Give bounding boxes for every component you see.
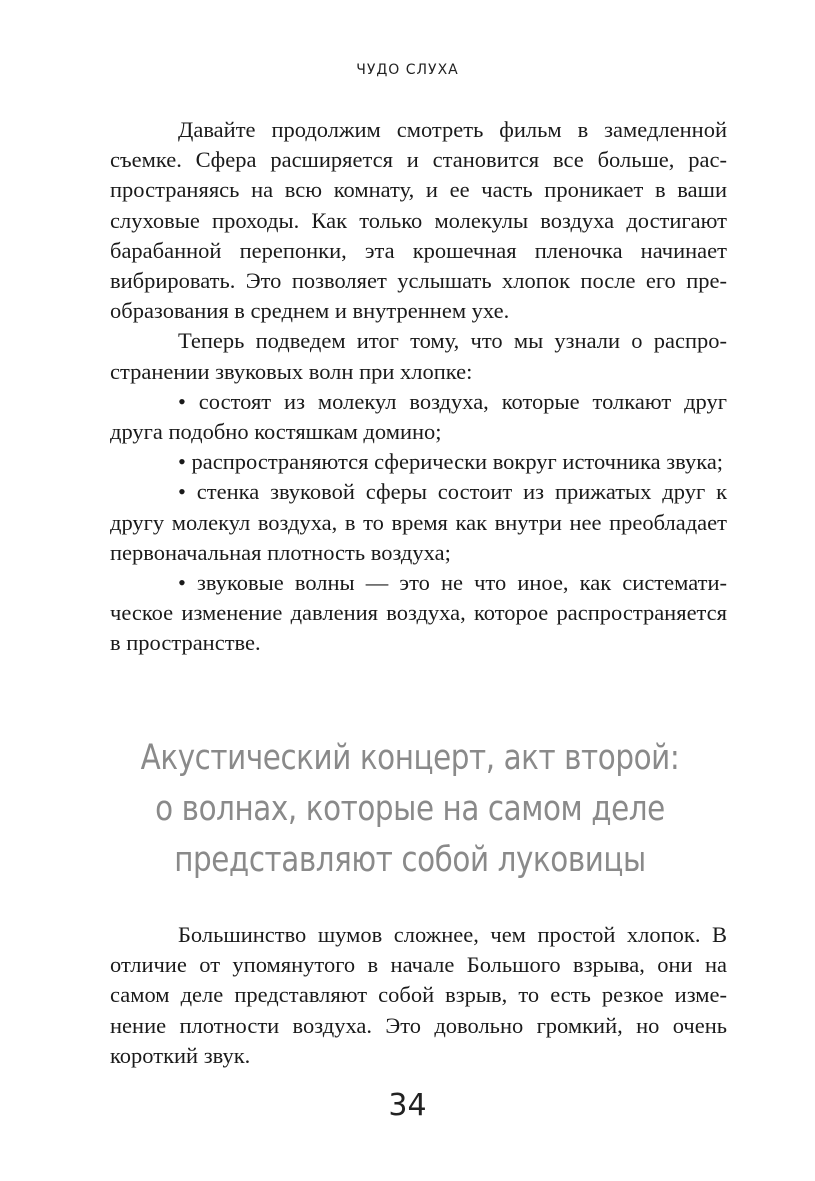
section-heading — [133, 733, 687, 886]
bullet-item: • стенка звуковой сферы состоит из прижатых друг к другу молекул воздуха, в то время как внутри нее преобладает первоначальная плотность воздуха; — [110, 479, 727, 565]
running-head: ЧУДО СЛУХА — [356, 62, 459, 78]
paragraph: Давайте продолжим смотреть фильм в замедленной съемке. Сфера расширяется и становится все больше, распространяясь на всю комнату, и ее часть проникает в ваши слуховые проходы. Как только молекулы воздуха достигают барабанной перепонки, эта крошечная пленочка начинает вибрировать. Это позволяет услышать хлопок после его преобразования в среднем и внутреннем ухе. — [110, 117, 727, 324]
heading-line: Акустический концерт, акт второй: — [140, 738, 680, 778]
bullet-item: • состоят из молекул воздуха, которые толкают друг друга подобно костяшкам домино; — [110, 388, 727, 445]
bullet-item: • распространяются сферически вокруг источника звука; — [178, 449, 724, 475]
bullet-item: • звуковые волны — это не что иное, как систематическое изменение давления воздуха, которое распространяется в пространстве. — [110, 570, 727, 656]
heading-line: представляют собой луковицы — [174, 840, 646, 880]
text-block-bottom — [110, 920, 727, 1071]
text-block-top — [110, 115, 727, 659]
page-number: 34 — [388, 1088, 427, 1123]
heading-line: о волнах, которые на самом деле — [155, 789, 665, 829]
paragraph: Большинство шумов сложнее, чем простой хлопок. В отличие от упомянутого в начале Большого взрыва, они на самом деле представляют собой взрыв, то есть резкое изменение плотности воздуха. Это довольно громкий, но очень короткий звук. — [110, 922, 727, 1068]
paragraph: Теперь подведем итог тому, что мы узнали о распространении звуковых волн при хлопке: — [110, 328, 727, 384]
